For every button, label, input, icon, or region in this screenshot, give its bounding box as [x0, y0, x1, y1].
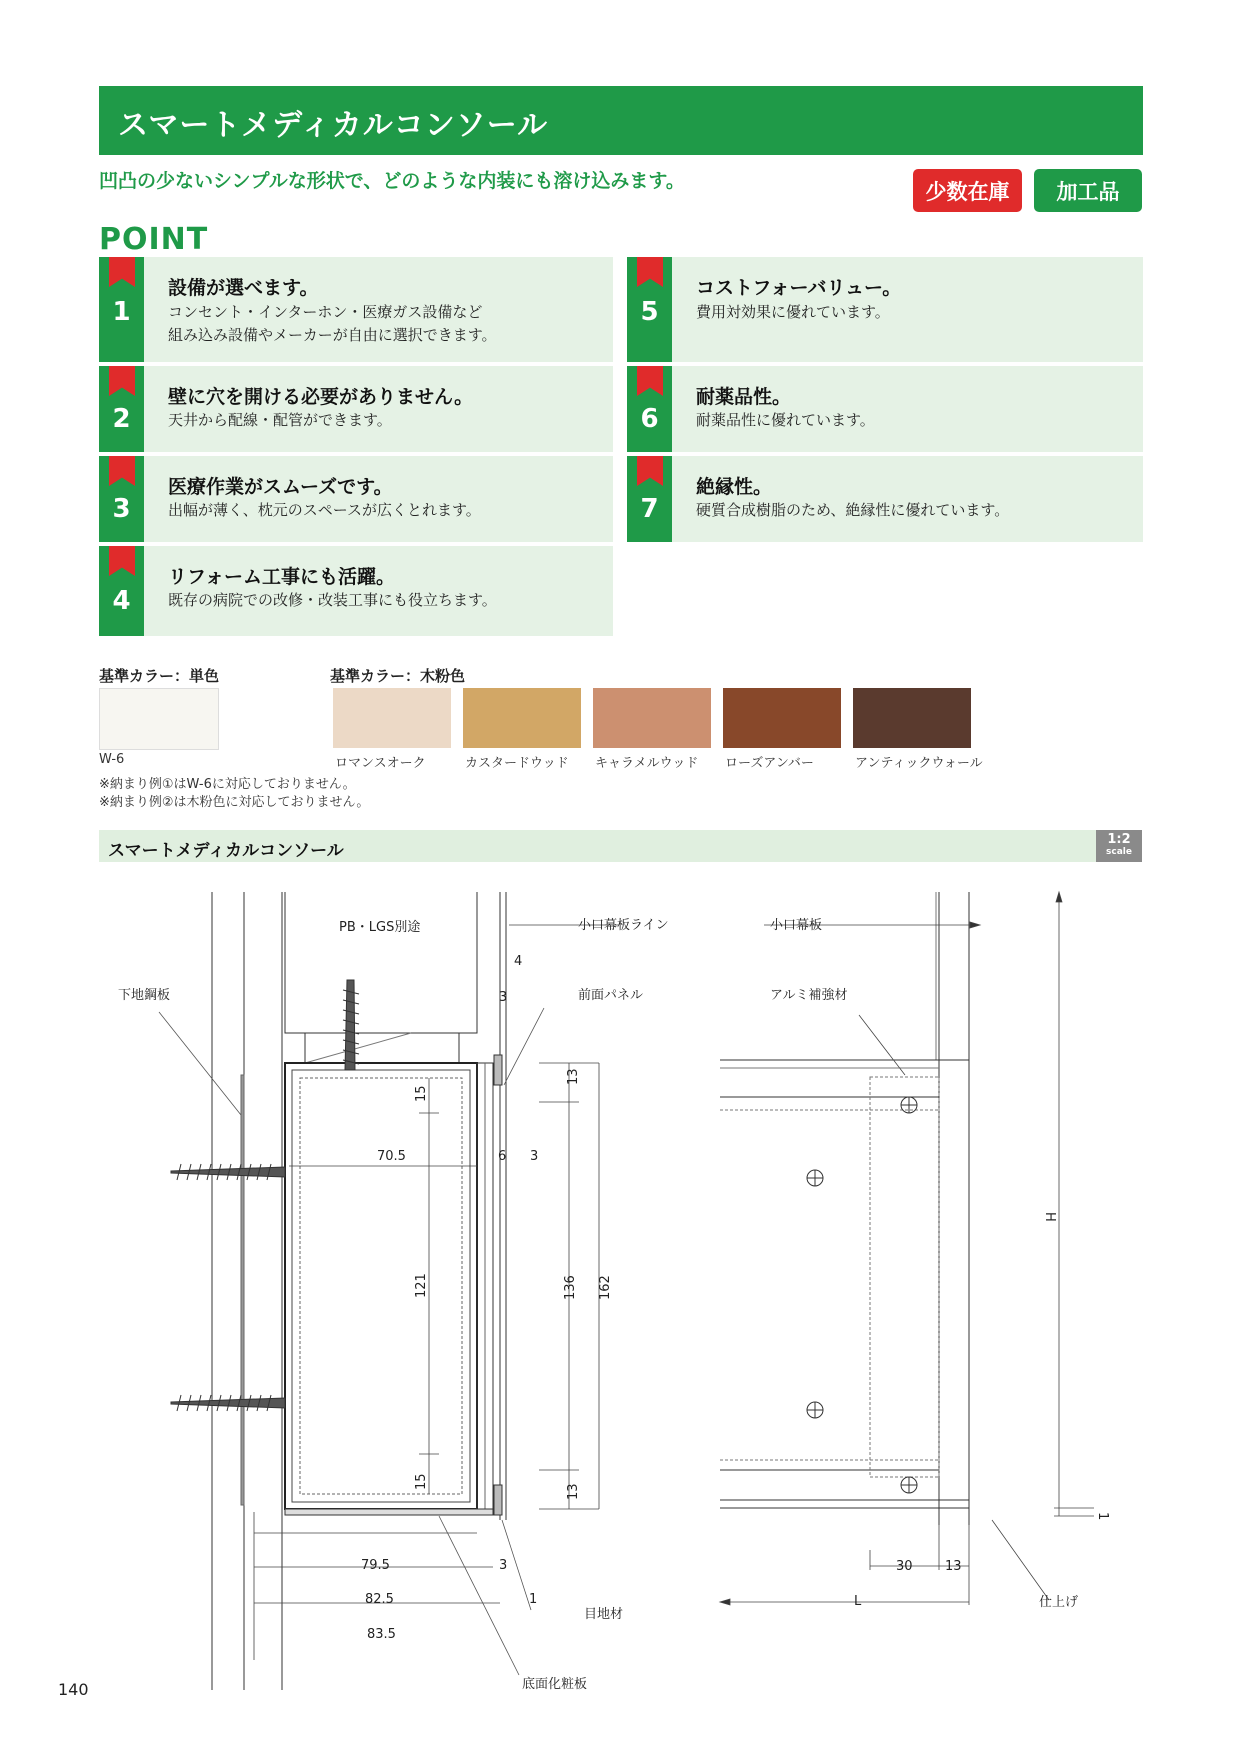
solid-color-label: 基準カラー：単色 — [99, 667, 220, 685]
point-number: 7 — [640, 494, 659, 524]
scale-word: scale — [1106, 847, 1132, 857]
label-mejizai: 目地材 — [584, 1607, 624, 1622]
dim-3: 3 — [499, 1558, 508, 1573]
color-name: W-6 — [99, 752, 125, 767]
point-desc: コンセント・インターホン・医療ガス設備など 組み込み設備やメーカーが自由に選択できます。 — [168, 303, 497, 344]
dim-13: 13 — [566, 1483, 581, 1500]
point-number: 1 — [112, 297, 131, 327]
dim-162: 162 — [598, 1275, 613, 1300]
point-number: 5 — [640, 297, 659, 327]
steel-plate — [241, 1075, 244, 1505]
label-alumi: アルミ補強材 — [770, 988, 848, 1003]
dim-15: 15 — [414, 1085, 429, 1102]
point-title: 絶縁性。 — [696, 476, 773, 498]
screw-icon — [171, 1164, 285, 1180]
scale-badge — [1096, 830, 1142, 862]
dim-15: 15 — [414, 1473, 429, 1490]
color-swatch-antique-wall — [853, 688, 971, 748]
color-swatch-w6 — [99, 688, 219, 750]
label-shiage: 仕上げ — [1039, 1595, 1079, 1610]
bottom-plate — [285, 1509, 493, 1515]
screw-icon — [343, 980, 359, 1070]
point-heading: POINT — [99, 222, 209, 257]
left-section-view — [118, 892, 669, 1692]
point-title: 設備が選べます。 — [168, 277, 319, 299]
point-card-1 — [99, 257, 613, 362]
point-desc: 費用対効果に優れています。 — [696, 303, 890, 321]
screw-head-icon — [901, 1477, 917, 1493]
color-name: ローズアンバー — [725, 756, 814, 771]
console-body — [285, 1063, 477, 1509]
color-swatch-caramel-wood — [593, 688, 711, 748]
dim-136: 136 — [563, 1275, 578, 1300]
scale-ratio: 1:2 — [1107, 832, 1131, 847]
dim-6: 6 — [498, 1149, 507, 1164]
point-desc: 出幅が薄く、枕元のスペースが広くとれます。 — [168, 501, 481, 519]
label-koguchi-line: 小口幕板ライン — [578, 918, 669, 933]
color-name: キャラメルウッド — [595, 756, 699, 771]
point-desc: 硬質合成樹脂のため、絶縁性に優れています。 — [696, 501, 1010, 519]
page-title: スマートメディカルコンソール — [118, 108, 549, 143]
point-card-3 — [99, 456, 613, 542]
dim-3: 3 — [530, 1149, 539, 1164]
point-number: 3 — [112, 494, 131, 524]
cross-section-drawing — [99, 880, 1143, 1700]
right-elevation-view — [720, 892, 1110, 1610]
point-title: リフォーム工事にも活躍。 — [168, 566, 396, 588]
label-koguchi: 小口幕板 — [770, 918, 823, 933]
label-pb-lgs: PB・LGS別途 — [339, 920, 421, 935]
point-card-6 — [627, 366, 1143, 452]
label-shitaji: 下地鋼板 — [118, 988, 171, 1003]
label-front-panel: 前面パネル — [578, 988, 644, 1003]
point-desc: 天井から配線・配管ができます。 — [168, 411, 392, 429]
dim-13: 13 — [945, 1559, 962, 1574]
screw-head-icon — [807, 1402, 823, 1418]
dim-82-5: 82.5 — [365, 1592, 394, 1607]
dim-4: 4 — [514, 954, 523, 969]
stock-badge: 少数在庫 — [913, 169, 1022, 212]
dim-L: L — [854, 1594, 862, 1609]
dim-3: 3 — [499, 990, 508, 1005]
dim-70-5: 70.5 — [377, 1149, 406, 1164]
point-card-2 — [99, 366, 613, 452]
screw-icon — [171, 1395, 285, 1411]
point-title: コストフォーバリュー。 — [696, 277, 902, 299]
point-title: 壁に穴を開ける必要がありません。 — [168, 386, 474, 408]
processed-badge: 加工品 — [1034, 169, 1142, 212]
color-swatch-rose-amber — [723, 688, 841, 748]
color-name: アンティックウォール — [855, 756, 983, 771]
page-number: 140 — [58, 1680, 89, 1699]
dim-13: 13 — [566, 1068, 581, 1085]
subtitle: 凹凸の少ないシンプルな形状で、どのような内装にも溶け込みます。 — [99, 170, 685, 192]
dim-121: 121 — [414, 1273, 429, 1298]
point-card-4 — [99, 546, 613, 636]
dim-1: 1 — [1095, 1512, 1110, 1521]
color-swatch-romance-oak — [333, 688, 451, 748]
screw-head-icon — [807, 1170, 823, 1186]
note: ※納まり例②は木粉色に対応しておりません。 — [99, 795, 370, 810]
color-name: カスタードウッド — [465, 756, 569, 771]
point-number: 4 — [112, 586, 131, 616]
dim-30: 30 — [896, 1559, 913, 1574]
dim-83-5: 83.5 — [367, 1627, 396, 1642]
point-title: 医療作業がスムーズです。 — [168, 476, 393, 498]
dim-H: H — [1042, 1212, 1057, 1222]
point-number: 2 — [112, 404, 131, 434]
point-desc: 耐薬品性に優れています。 — [696, 411, 875, 429]
dim-79-5: 79.5 — [361, 1558, 390, 1573]
point-card-7 — [627, 456, 1143, 542]
color-name: ロマンスオーク — [335, 756, 426, 771]
wood-color-label: 基準カラー：木粉色 — [330, 667, 466, 685]
point-desc: 既存の病院での改修・改装工事にも役立ちます。 — [168, 591, 497, 609]
point-title: 耐薬品性。 — [696, 386, 792, 408]
note: ※納まり例①はW-6に対応しておりません。 — [99, 777, 356, 792]
point-card-5 — [627, 257, 1143, 362]
screw-head-icon — [901, 1097, 917, 1113]
section-title: スマートメディカルコンソール — [108, 841, 344, 861]
point-number: 6 — [640, 404, 659, 434]
label-teimen: 底面化粧板 — [522, 1677, 588, 1692]
color-swatch-custard-wood — [463, 688, 581, 748]
dim-1: 1 — [529, 1592, 538, 1607]
